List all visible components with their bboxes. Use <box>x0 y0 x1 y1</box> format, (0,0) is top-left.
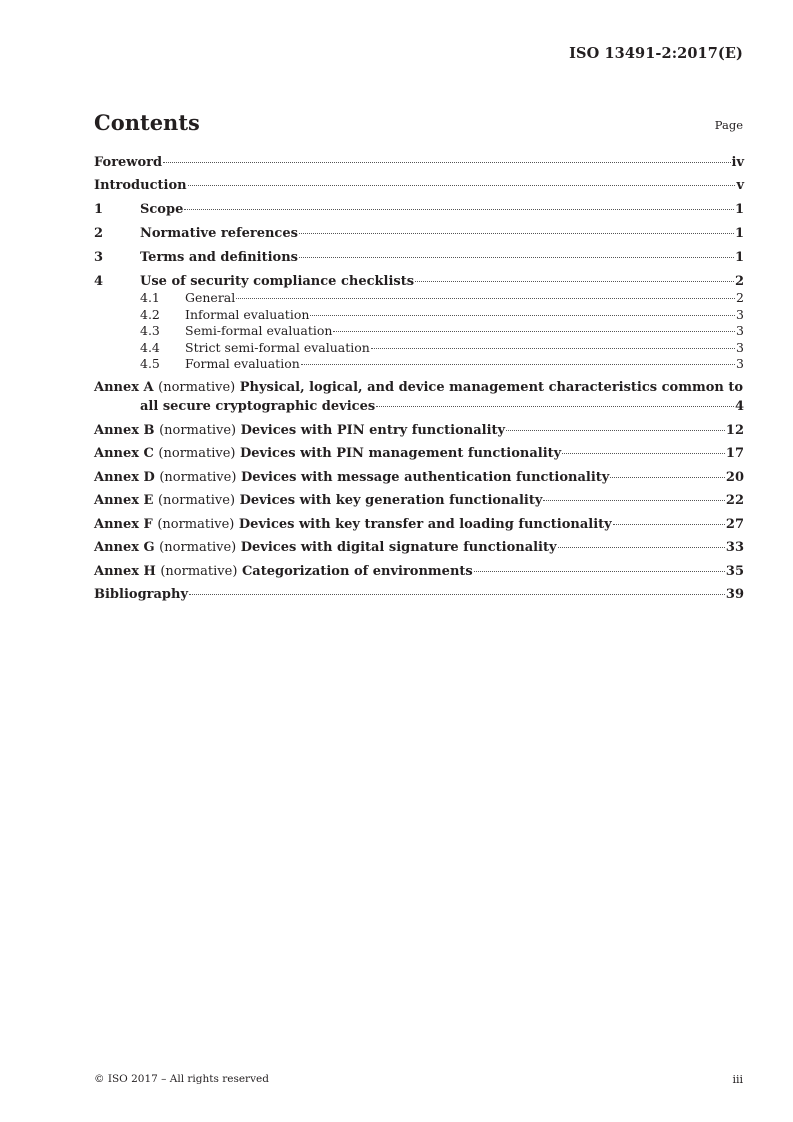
dot-leader <box>543 500 725 501</box>
toc-entry-clause-2[interactable] <box>94 226 744 242</box>
toc-entry-subclause-4-4[interactable] <box>94 340 744 357</box>
clause-number: 3 <box>94 250 104 265</box>
toc-entry-annex-a[interactable] <box>94 380 744 415</box>
subclause-number: 4.1 <box>140 290 160 305</box>
toc-entry-page: 3 <box>736 339 744 355</box>
dot-leader <box>610 477 725 478</box>
annex-id: Annex F <box>94 516 153 532</box>
annex-title: Devices with PIN management functionality <box>240 446 562 461</box>
annex-type: (normative) <box>157 493 236 508</box>
dot-leader <box>310 315 735 316</box>
toc-entry-bibliography[interactable] <box>94 587 744 603</box>
copyright-notice: © ISO 2017 – All rights reserved <box>94 1073 269 1085</box>
toc-entry-label: Foreword <box>94 155 163 170</box>
annex-title-continued: all secure cryptographic devices <box>140 398 376 414</box>
subclause-number: 4.5 <box>140 356 160 371</box>
toc-entry-annex-g[interactable] <box>94 540 744 556</box>
toc-entry-page: 1 <box>734 202 744 217</box>
document-id: ISO 13491-2:2017(E) <box>569 45 743 62</box>
dot-leader <box>506 430 725 431</box>
toc-entry-page: 17 <box>725 446 744 461</box>
toc-entry-annex-c[interactable] <box>94 446 744 462</box>
toc-entry-clause-3[interactable] <box>94 250 744 266</box>
toc-entry-page: 3 <box>736 306 744 322</box>
annex-id: Annex A <box>94 379 154 395</box>
annex-title: Physical, logical, and device management characteristics common to <box>239 379 744 395</box>
toc-entry-label: General <box>185 290 236 305</box>
toc-entry-page: 12 <box>725 422 744 438</box>
toc-entry-page: v <box>736 178 744 193</box>
annex-id: Annex G <box>94 540 155 555</box>
toc-entry-page: 20 <box>725 469 744 485</box>
toc-entry-label: Semi-formal evaluation <box>185 323 333 338</box>
toc-entry-label: Informal evaluation <box>185 306 310 322</box>
dot-leader <box>301 364 735 365</box>
annex-type: (normative) <box>158 379 236 395</box>
toc-entry-page: 33 <box>725 540 744 555</box>
toc-entry-clause-4[interactable] <box>94 274 744 290</box>
annex-title: Devices with digital signature functionality <box>240 540 557 555</box>
annex-title: Devices with message authentication functionality <box>240 469 610 485</box>
dot-leader <box>333 331 735 332</box>
dot-leader <box>299 233 734 234</box>
dot-leader <box>188 185 736 186</box>
annex-id: Annex D <box>94 469 155 485</box>
dot-leader <box>163 162 730 163</box>
toc-entry-page: 1 <box>734 250 744 265</box>
dot-leader <box>189 594 725 595</box>
annex-a-line-1 <box>94 380 744 396</box>
annex-type: (normative) <box>158 446 236 461</box>
toc-entry-label: Terms and definitions <box>140 250 298 265</box>
dot-leader <box>376 406 734 407</box>
toc-entry-label: Introduction <box>94 178 187 193</box>
toc-entry-annex-f[interactable] <box>94 517 744 533</box>
annex-id: Annex C <box>94 446 154 461</box>
page-title: Contents <box>94 110 200 135</box>
clause-number: 4 <box>94 274 104 289</box>
annex-title: Devices with key transfer and loading functionality <box>238 516 612 532</box>
toc-entry-page: 22 <box>725 493 744 508</box>
annex-title: Categorization of environments <box>241 563 473 579</box>
page-column-label: Page <box>714 118 743 132</box>
dot-leader <box>236 298 735 299</box>
toc-entry-page: 27 <box>725 516 744 532</box>
toc-entry-subclause-4-3[interactable] <box>94 323 744 340</box>
toc-entry-label: Use of security compliance checklists <box>140 274 415 289</box>
dot-leader <box>613 524 725 525</box>
annex-id: Annex B <box>94 422 155 438</box>
annex-title: Devices with key generation functionality <box>239 493 543 508</box>
toc-entry-label: Scope <box>140 202 184 217</box>
toc-entry-page: 3 <box>736 356 744 371</box>
toc-entry-clause-1[interactable] <box>94 202 744 218</box>
dot-leader <box>415 281 734 282</box>
toc-entry-annex-d[interactable] <box>94 470 744 486</box>
page-number: iii <box>732 1073 743 1086</box>
clause-number: 2 <box>94 226 104 241</box>
dot-leader <box>562 453 725 454</box>
clause-number: 1 <box>94 202 104 217</box>
dot-leader <box>371 348 735 349</box>
annex-title: Devices with PIN entry functionality <box>240 422 506 438</box>
subclause-number: 4.2 <box>140 306 160 322</box>
toc-entry-page: 3 <box>736 323 744 338</box>
subclause-number: 4.4 <box>140 339 160 355</box>
toc-entry-subclause-4-5[interactable] <box>94 356 744 373</box>
annex-id: Annex E <box>94 493 154 508</box>
toc-entry-page: 2 <box>734 274 744 289</box>
dot-leader <box>474 571 725 572</box>
annex-type: (normative) <box>159 540 237 555</box>
toc-entry-page: 1 <box>734 226 744 241</box>
toc-entry-subclause-4-1[interactable] <box>94 290 744 307</box>
table-of-contents <box>94 155 744 603</box>
dot-leader <box>558 547 725 548</box>
toc-entry-foreword[interactable] <box>94 155 744 171</box>
annex-type: (normative) <box>160 563 238 579</box>
toc-entry-label: Normative references <box>140 226 298 241</box>
dot-leader <box>299 257 734 258</box>
annex-type: (normative) <box>159 469 237 485</box>
toc-entry-page: iv <box>731 155 744 170</box>
annex-type: (normative) <box>159 422 237 438</box>
annex-type: (normative) <box>157 516 235 532</box>
toc-entry-label: Strict semi-formal evaluation <box>185 339 370 355</box>
toc-entry-page: 2 <box>736 290 744 305</box>
toc-entry-annex-b[interactable] <box>94 423 744 439</box>
toc-entry-label: Bibliography <box>94 587 189 602</box>
annex-a-line-2 <box>94 399 744 415</box>
toc-entry-page: 39 <box>725 587 744 602</box>
toc-entry-annex-h[interactable] <box>94 564 744 580</box>
toc-entry-annex-e[interactable] <box>94 493 744 509</box>
subclause-number: 4.3 <box>140 323 160 338</box>
toc-entry-subclause-4-2[interactable] <box>94 307 744 324</box>
toc-entry-page: 35 <box>725 563 744 579</box>
toc-entry-label: Formal evaluation <box>185 356 300 371</box>
toc-entry-introduction[interactable] <box>94 178 744 194</box>
toc-entry-page: 4 <box>734 398 744 414</box>
annex-id: Annex H <box>94 563 156 579</box>
dot-leader <box>184 209 734 210</box>
